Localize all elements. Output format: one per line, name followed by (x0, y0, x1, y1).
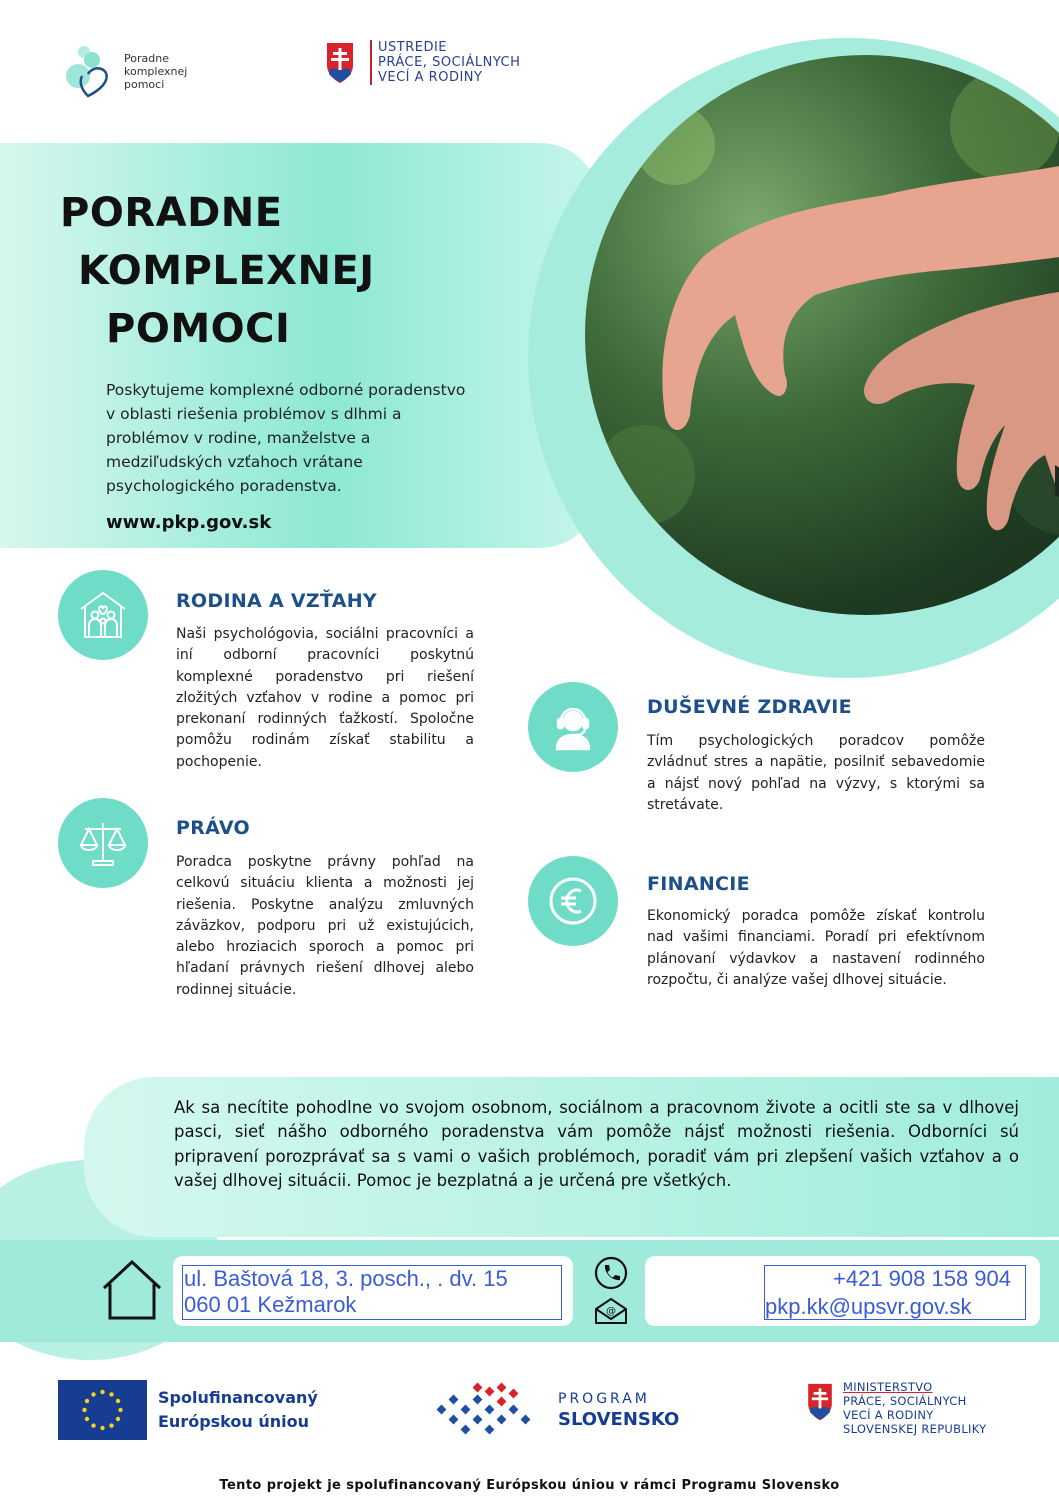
service-title-law: PRÁVO (176, 817, 250, 839)
svg-text:@: @ (606, 1306, 616, 1317)
hands-photo (585, 55, 1059, 615)
email-link[interactable]: pkp.kk@upsvr.gov.sk (765, 1294, 972, 1319)
program-slovensko-logo-icon (434, 1380, 550, 1440)
contact-links (764, 1265, 1026, 1320)
website-link[interactable]: www.pkp.gov.sk (106, 512, 272, 533)
service-text-mental-health: Tím psychologických poradcov pomôže zvládnuť stres a napätie, posilniť sebavedomie a nájsť nový pohľad na výzvy, s ktorými sa stretávate. (647, 733, 985, 813)
phone-link[interactable]: +421 908 158 904 (832, 1266, 1011, 1291)
phone-icon (594, 1256, 628, 1290)
pkp-logo-line: komplexnej (124, 65, 188, 78)
ministry-footer-label: MINISTERSTVO PRÁCE, SOCIÁLNYCH VECÍ A RODINY SLOVENSKEJ REPUBLIKY (843, 1380, 987, 1436)
pkp-logo-icon (62, 40, 122, 100)
eu-cofinanced-label: Spolufinancovaný Európskou úniou (158, 1388, 318, 1431)
family-house-icon (58, 570, 148, 660)
address-line2: 060 01 Kežmarok (184, 1292, 357, 1317)
slovak-coat-of-arms-footer-icon (806, 1382, 834, 1422)
scales-icon (58, 798, 148, 888)
service-text-law: Poradca poskytne právny pohľad na celkovú situáciu klienta a možnosti jej riešenia. Poskytne analýzu zmluvných záväzkov, podporu pri už existujúcich, alebo hroziacich sporoch a pomoc pri hľadaní právnych riešení dlhovej alebo rodinnej situácie. (176, 854, 474, 998)
slovak-coat-of-arms-icon (325, 41, 355, 85)
euro-icon (528, 856, 618, 946)
program-slovensko-label: PROGRAM SLOVENSKO (558, 1391, 680, 1430)
hero-intro: Poskytujeme komplexné odborné poradenstvo v oblasti riešenia problémov s dlhmi a problémov v rodine, manželstve a medziľudských vzťahoch vrátane psychologického poradenstva. (106, 381, 466, 495)
hero-title-line: KOMPLEXNEJ (78, 248, 375, 294)
eu-flag-icon (58, 1380, 147, 1440)
address-line1: ul. Baštová 18, 3. posch., . dv. 15 (184, 1266, 508, 1291)
hero-title-line: POMOCI (106, 306, 291, 352)
headset-counselor-icon (528, 682, 618, 772)
service-text-family: Naši psychológovia, sociálni pracovníci a iní odborní pracovníci poskytnú komplexné poradenstvo pri riešení zložitých vzťahov v rodine a pomoc pri prekonaní rodinných ťažkostí. Spoločne pomôžu rodinám získať stabilitu a pochopenie. (176, 626, 474, 770)
ministry-header-text: USTREDIE PRÁCE, SOCIÁLNYCH VECÍ A RODINY (370, 40, 520, 85)
service-title-mental-health: DUŠEVNÉ ZDRAVIE (647, 696, 852, 718)
funding-note: Tento projekt je spolufinancovaný Európskou úniou v rámci Programu Slovensko (219, 1478, 840, 1493)
pkp-logo-line: pomoci (124, 78, 165, 91)
hero-title-line: PORADNE (60, 190, 283, 236)
pkp-logo-line: Poradne (124, 52, 169, 65)
home-icon (100, 1258, 164, 1322)
service-title-family: RODINA A VZŤAHY (176, 590, 377, 612)
service-title-finance: FINANCIE (647, 873, 750, 895)
service-text-finance: Ekonomický poradca pomôže získať kontrolu nad vašimi financiami. Poradí pri efektívnom plánovaní výdavkov a nastavení rodinného rozpočtu, či analýze vašej dlhovej situácie. (647, 908, 985, 988)
help-note: Ak sa necítite pohodlne vo svojom osobnom, sociálnom a pracovnom živote a ocitli ste sa v dlhovej pasci, sieť nášho odborného poradenstva vám pomôže nájsť možnosti riešenia. Odborníci sú pripravení porozprávať sa s vami o vašich problémoch, poradiť vám pri zlepšení vašich vzťahov a o vašej dlhovej situácii. Pomoc je bezplatná a je určená pre všetkých. (174, 1098, 1019, 1191)
address-link[interactable] (182, 1265, 562, 1320)
email-icon (594, 1297, 628, 1325)
